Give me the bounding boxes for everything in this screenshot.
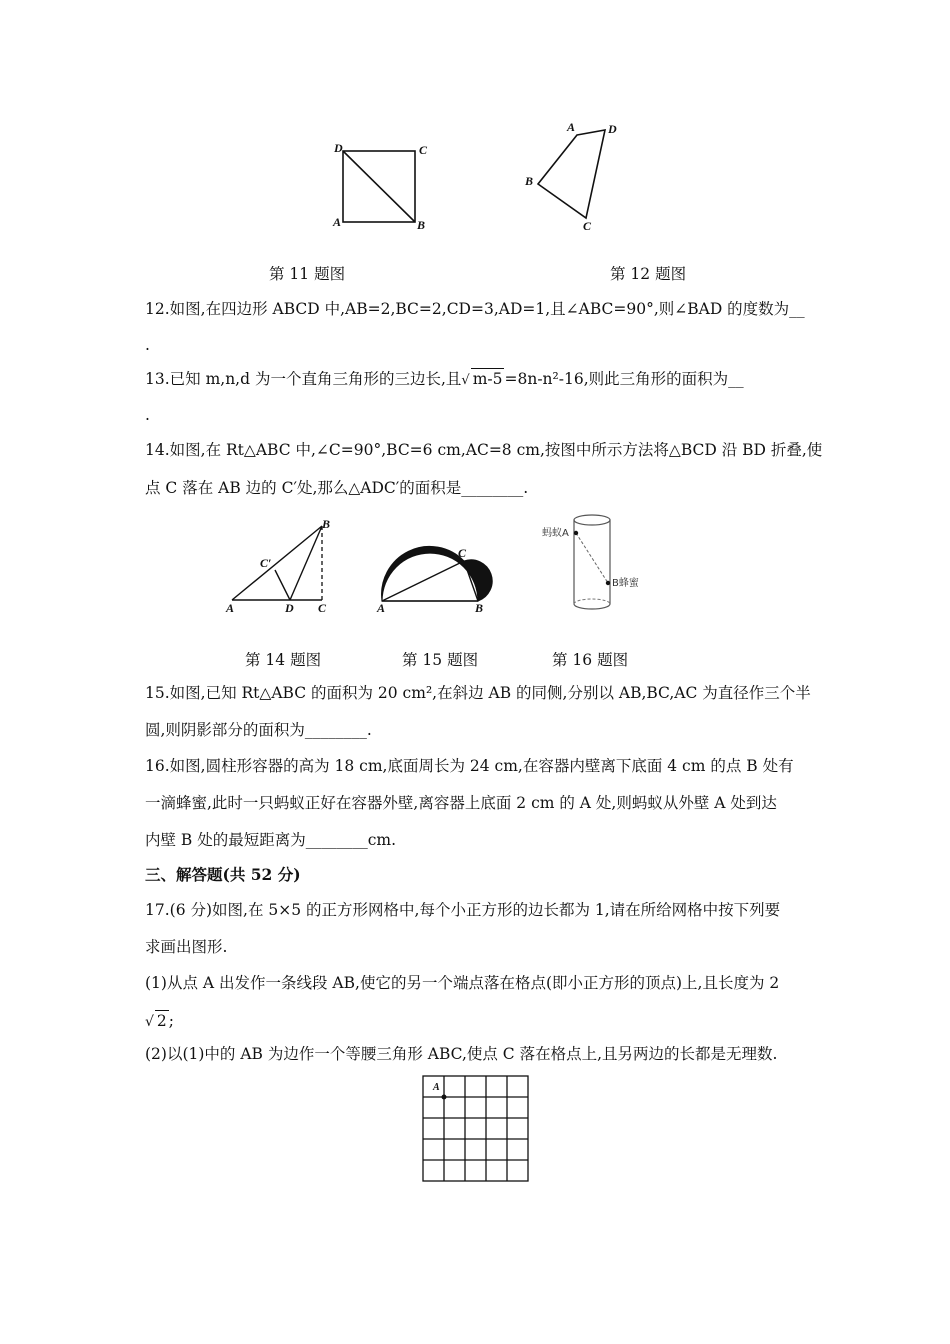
q13-radicand: m-5 bbox=[472, 370, 503, 388]
fig11-label-D: D bbox=[334, 141, 343, 155]
fig14-label-B: B bbox=[322, 517, 331, 531]
section-3-title: 三、解答题(共 52 分) bbox=[145, 865, 301, 884]
q17-part1-a: (1)从点 A 出发作一条线段 AB,使它的另一个端点落在格点(即小正方形的顶点)上,且长度为 2 bbox=[145, 974, 780, 992]
grid-label-A: A bbox=[433, 1082, 440, 1093]
q17-text-2: 求画出图形. bbox=[145, 938, 228, 956]
q17-part2: (2)以(1)中的 AB 为边作一个等腰三角形 ABC,使点 C 落在格点上,且另两边的长都是无理数. bbox=[145, 1045, 778, 1063]
figure-15-semicircles bbox=[374, 528, 499, 616]
caption-fig16: 第 16 题图 bbox=[552, 651, 629, 669]
q17-text-1: 17.(6 分)如图,在 5×5 的正方形网格中,每个小正方形的边长都为 1,请在所给网格中按下列要 bbox=[145, 901, 781, 919]
q17-part1-end: ; bbox=[168, 1012, 175, 1030]
figure-12-quadrilateral bbox=[520, 118, 630, 236]
q12-text: 12.如图,在四边形 ABCD 中,AB=2,BC=2,CD=3,AD=1,且∠ABC=90°,则∠BAD 的度数为__ bbox=[145, 300, 805, 318]
q17-part1-b: √ 2 ; bbox=[145, 1012, 175, 1030]
q12-text-end: . bbox=[145, 336, 150, 354]
figure-14-triangle bbox=[222, 518, 342, 616]
fig14-label-C: C bbox=[318, 601, 327, 615]
caption-fig14: 第 14 题图 bbox=[245, 651, 322, 669]
fig11-label-B: B bbox=[417, 218, 426, 232]
q17-part1-radicand: 2 bbox=[156, 1012, 167, 1030]
fig16-label-ant-A: 蚂蚁A bbox=[542, 528, 569, 539]
figure-16-cylinder bbox=[540, 508, 650, 616]
q15-text-1: 15.如图,已知 Rt△ABC 的面积为 20 cm²,在斜边 AB 的同侧,分别以 AB,BC,AC 为直径作三个半 bbox=[145, 684, 811, 702]
caption-fig11: 第 11 题图 bbox=[269, 265, 346, 283]
fig14-label-Cprime: C′ bbox=[260, 556, 272, 570]
q13-text: 13.已知 m,n,d 为一个直角三角形的三边长,且√ m-5 =8n-n²-16,则此三角形的面积为__ bbox=[145, 370, 744, 388]
fig12-label-A: A bbox=[567, 120, 576, 134]
fig12-label-C: C bbox=[583, 219, 592, 233]
fig15-label-A: A bbox=[377, 601, 386, 615]
fig15-label-B: B bbox=[475, 601, 484, 615]
q13-post: =8n-n²-16,则此三角形的面积为__ bbox=[504, 370, 744, 388]
fig11-label-A: A bbox=[333, 215, 342, 229]
q14-text-1: 14.如图,在 Rt△ABC 中,∠C=90°,BC=6 cm,AC=8 cm,按图中所示方法将△BCD 沿 BD 折叠,使 bbox=[145, 441, 823, 459]
fig16-label-honey-B: B蜂蜜 bbox=[612, 578, 639, 589]
fig15-label-C: C bbox=[458, 546, 467, 560]
fig11-label-C: C bbox=[419, 143, 428, 157]
q17-grid bbox=[418, 1072, 533, 1184]
figure-11-square bbox=[325, 140, 435, 235]
q13-pre: 13.已知 m,n,d 为一个直角三角形的三边长,且 bbox=[145, 370, 462, 388]
fig12-label-B: B bbox=[525, 174, 534, 188]
q16-text-3: 内壁 B 处的最短距离为________cm. bbox=[145, 831, 397, 849]
fig14-label-A: A bbox=[226, 601, 235, 615]
q14-text-2: 点 C 落在 AB 边的 C′处,那么△ADC′的面积是________. bbox=[145, 479, 529, 497]
q13-text-end: . bbox=[145, 406, 150, 424]
caption-fig15: 第 15 题图 bbox=[402, 651, 479, 669]
fig14-label-D: D bbox=[285, 601, 294, 615]
q16-text-1: 16.如图,圆柱形容器的高为 18 cm,底面周长为 24 cm,在容器内壁离下底面 4 cm 的点 B 处有 bbox=[145, 757, 794, 775]
fig12-label-D: D bbox=[608, 122, 617, 136]
q15-text-2: 圆,则阴影部分的面积为________. bbox=[145, 721, 372, 739]
q16-text-2: 一滴蜂蜜,此时一只蚂蚁正好在容器外壁,离容器上底面 2 cm 的 A 处,则蚂蚁从外壁 A 处到达 bbox=[145, 794, 777, 812]
caption-fig12: 第 12 题图 bbox=[610, 265, 687, 283]
